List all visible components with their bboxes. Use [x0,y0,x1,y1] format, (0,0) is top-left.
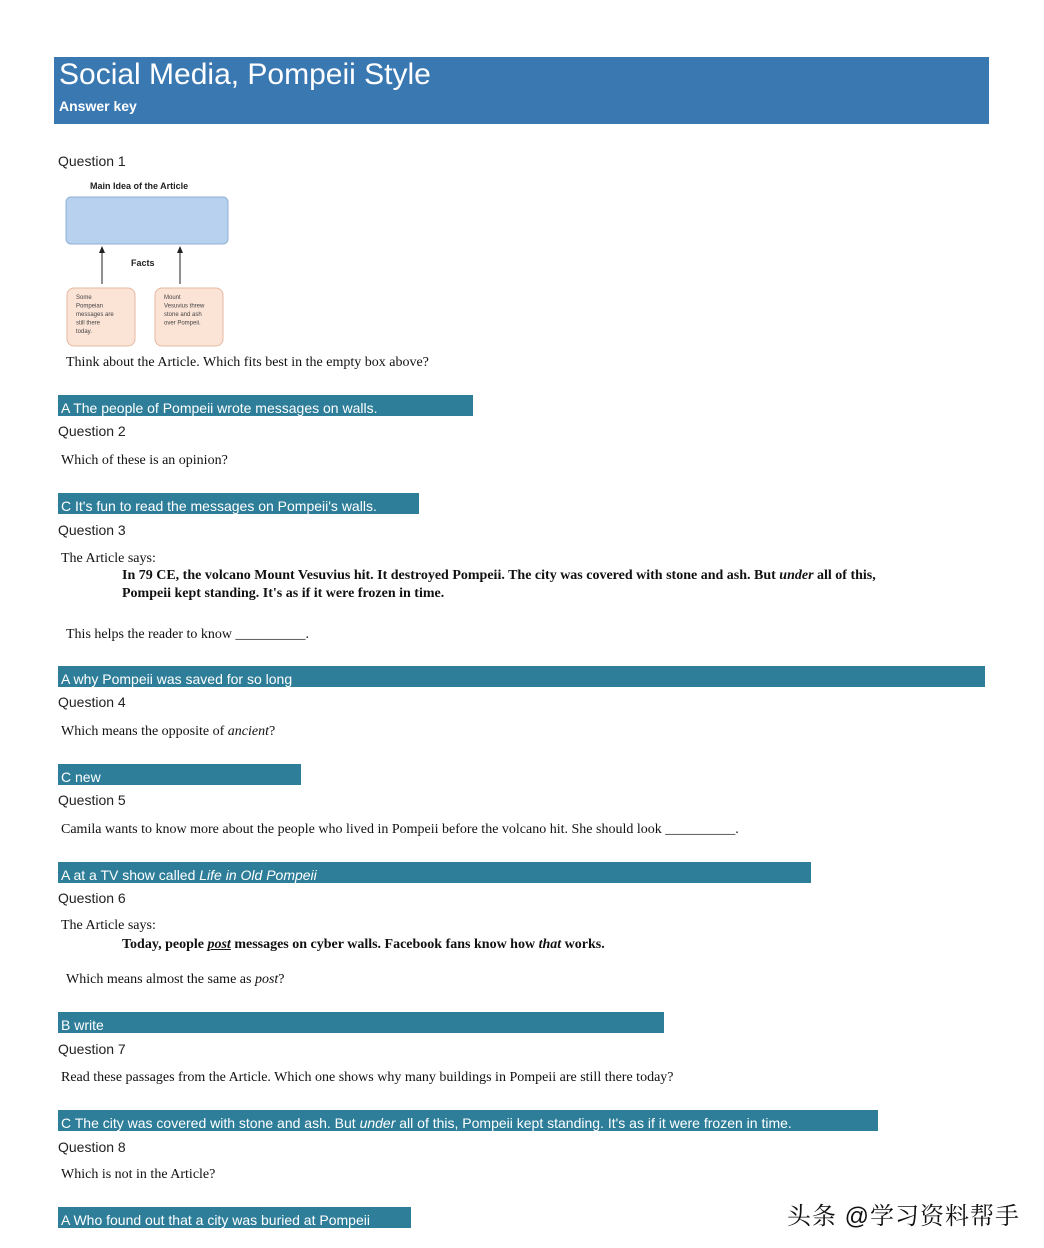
fact-box-1-line-2: Pompeian [76,303,104,310]
question-4-label: Question 4 [58,694,126,710]
arrow-right-head [177,246,183,253]
question-3-intro: The Article says: [61,551,156,566]
fact-box-2-line-2: Vesuvius threw [164,303,205,310]
question-3-label: Question 3 [58,522,126,538]
question-3-answer: A why Pompeii was saved for so long [58,666,985,687]
question-5-prompt: Camila wants to know more about the people who lived in Pompeii before the volcano hit. She should look __________. [61,822,739,837]
question-8-label: Question 8 [58,1139,126,1155]
page-title: Social Media, Pompeii Style [59,58,431,91]
arrow-left-head [99,246,105,253]
question-2-prompt: Which of these is an opinion? [61,453,228,468]
question-6-intro: The Article says: [61,918,156,933]
header-banner [54,57,989,124]
fact-box-2-line-3: stone and ash [164,312,202,318]
fact-box-2-line-4: over Pompeii. [164,320,201,327]
question-1-label: Question 1 [58,153,126,169]
question-2-label: Question 2 [58,423,126,439]
question-3-prompt: This helps the reader to know __________. [66,627,310,642]
fact-box-1-line-5: today. [76,329,92,335]
question-2-answer: C It's fun to read the messages on Pompeii's walls. [58,493,419,514]
fact-box-2-line-1: Mount [164,295,181,301]
question-6-quote: Today, people post messages on cyber walls. Facebook fans know how that works. [122,937,605,952]
fact-box-1-line-4: still there [76,320,101,327]
question-3-quote-line-2: Pompeii kept standing. It's as if it were frozen in time. [122,586,445,601]
diagram-facts-label: Facts [131,258,155,268]
page-subtitle: Answer key [59,98,137,114]
question-1-prompt: Think about the Article. Which fits best in the empty box above? [66,355,429,370]
question-6-answer: B write [58,1012,664,1033]
question-6-prompt: Which means almost the same as post? [66,972,285,987]
main-idea-box [66,197,228,244]
question-8-answer: A Who found out that a city was buried at Pompeii [58,1207,411,1228]
question-5-label: Question 5 [58,792,126,808]
question-7-label: Question 7 [58,1041,126,1057]
question-4-answer: C new [58,764,301,785]
question-7-answer: C The city was covered with stone and ash. But under all of this, Pompeii kept standing. It's as if it were frozen in time. [58,1110,878,1131]
question-1-answer: A The people of Pompeii wrote messages on walls. [58,395,473,416]
main-idea-diagram [60,176,240,351]
diagram-top-label: Main Idea of the Article [90,181,189,191]
question-8-prompt: Which is not in the Article? [61,1167,216,1182]
question-6-label: Question 6 [58,890,126,906]
watermark: 头条 @学习资料帮手 [786,1203,1020,1230]
question-3-quote-line-1: In 79 CE, the volcano Mount Vesuvius hit. It destroyed Pompeii. The city was covered with stone and ash. But under all of this, [122,568,876,583]
question-5-answer: A at a TV show called Life in Old Pompeii [58,862,811,883]
fact-box-1-line-1: Some [76,295,92,301]
question-7-prompt: Read these passages from the Article. Which one shows why many buildings in Pompeii are still there today? [61,1070,674,1085]
fact-box-1-line-3: messages are [76,312,114,318]
question-4-prompt: Which means the opposite of ancient? [61,724,276,739]
